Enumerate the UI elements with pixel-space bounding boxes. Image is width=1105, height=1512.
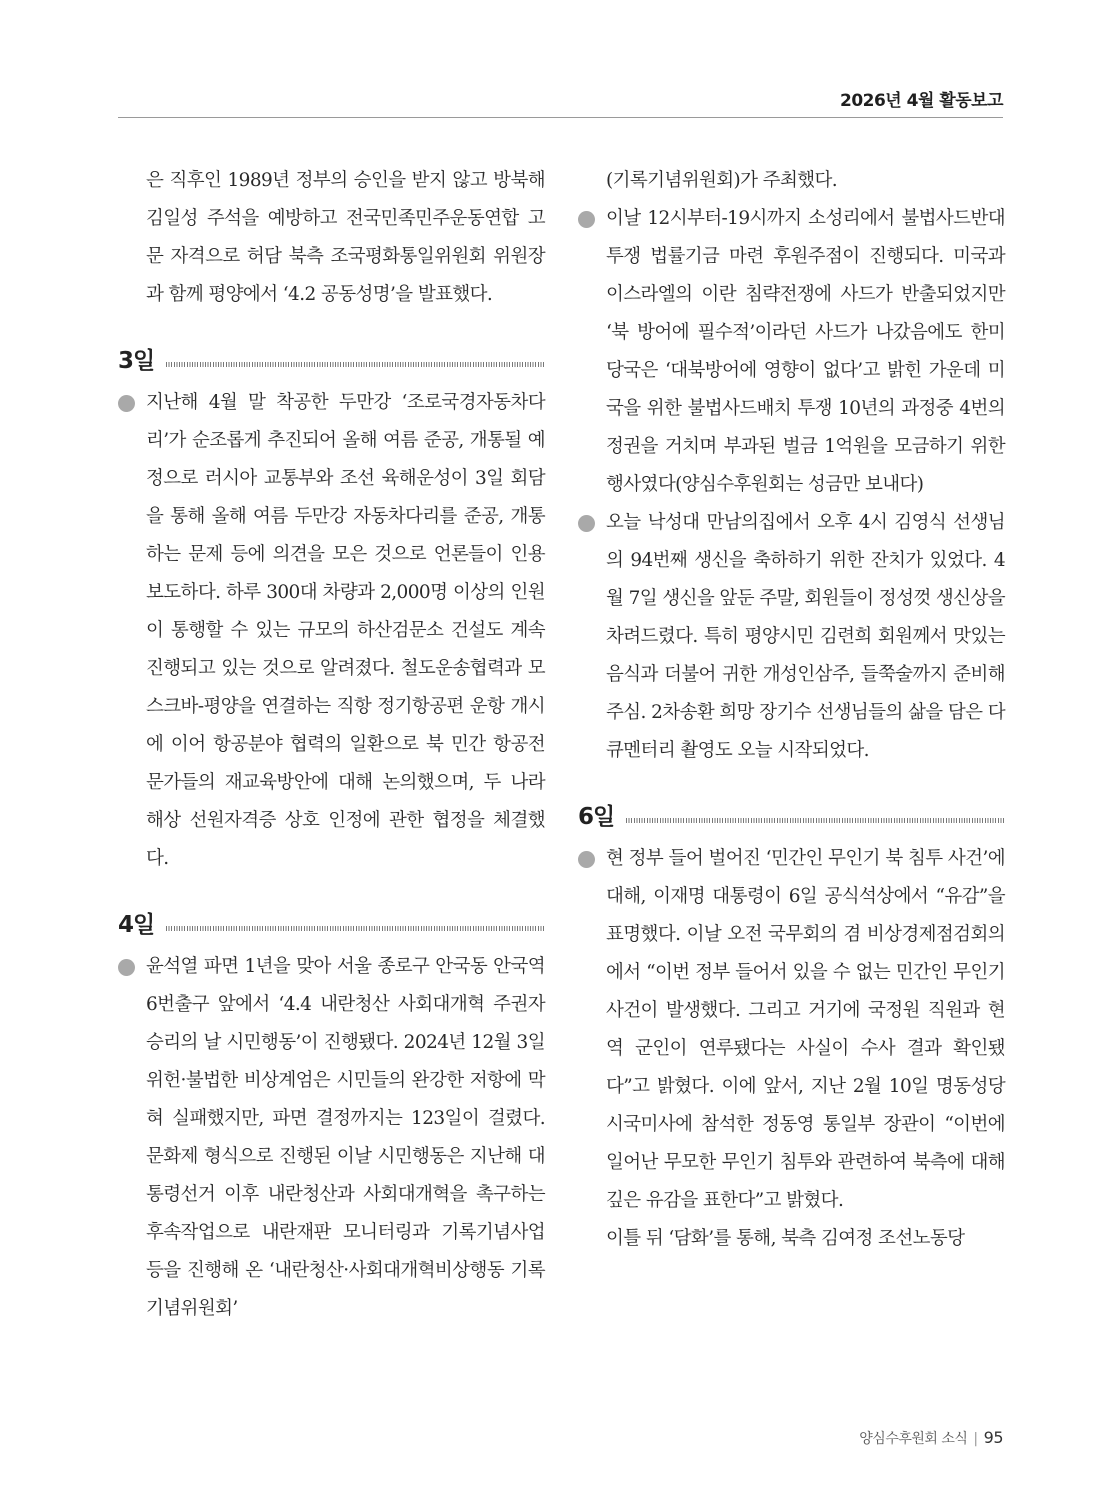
dotted-rule — [166, 362, 545, 367]
bullet-text: 현 정부 들어 벌어진 ‘민간인 무인기 북 침투 사건’에 대해, 이재명 대통령이 6일 공식석상에서 “유감”을 표명했다. 이날 오전 국무회의 겸 비상경제점검회의에서 “이번 정부 들어서 있을 수 없는 민간인 무인기 사건이 발생했다. 그리고 거기에 국정원 직원과 현역 군인이 연루됐다는 사실이 수사 결과 확인됐다”고 밝혔다. 이에 앞서, 지난 2월 10일 명동성당 시국미사에 참석한 정동영 통일부 장관이 “이번에 일어난 무모한 무인기 침투와 관련하여 북측에 대해 깊은 유감을 표한다”고 밝혔다. — [606, 848, 1005, 1211]
page-number: 95 — [983, 1428, 1003, 1447]
day-label: 4일 — [118, 912, 155, 938]
day-label: 3일 — [118, 348, 155, 374]
dotted-rule — [626, 818, 1005, 823]
section-heading-day4 — [118, 906, 545, 944]
right-column — [578, 162, 1005, 1258]
day-label: 6일 — [578, 804, 615, 830]
section-heading-day3 — [118, 342, 545, 380]
bullet-text: 윤석열 파면 1년을 맞아 서울 종로구 안국동 안국역 6번출구 앞에서 ‘4.4 내란청산 사회대개혁 주권자 승리의 날 시민행동’이 진행됐다. 2024년 12월 3일 위헌·불법한 비상계엄은 시민들의 완강한 저항에 막혀 실패했지만, 파면 결정까지는 123일이 걸렸다. 문화제 형식으로 진행된 이날 시민행동은 지난해 대통령선거 이후 내란청산과 사회대개혁을 촉구하는 후속작업으로 내란재판 모니터링과 기록기념사업 등을 진행해 온 ‘내란청산·사회대개혁비상행동 기록기념위원회’ — [146, 956, 545, 1319]
bullet-text: 이날 12시부터-19시까지 소성리에서 불법사드반대투쟁 법률기금 마련 후원주점이 진행되다. 미국과 이스라엘의 이란 침략전쟁에 사드가 반출되었지만 ‘북 방어에 필수적’이라던 사드가 나갔음에도 한미 당국은 ‘대북방어에 영향이 없다’고 밝힌 가운데 미국을 위한 불법사드배치 투쟁 10년의 과정중 4번의 정권을 거치며 부과된 벌금 1억원을 모금하기 위한 행사였다(양심수후원회는 성금만 보내다) — [606, 208, 1005, 495]
footer-separator: | — [973, 1431, 978, 1447]
bullet-icon — [118, 395, 135, 412]
continued-paragraph: 은 직후인 1989년 정부의 승인을 받지 않고 방북해 김일성 주석을 예방하고 전국민족민주운동연합 고문 자격으로 허담 북측 조국평화통일위원회 위원장과 함께 평양에서 ‘4.2 공동성명’을 발표했다. — [146, 170, 545, 305]
running-header: 2026년 4월 활동보고 — [839, 91, 1003, 111]
bullet-text: 지난해 4월 말 착공한 두만강 ‘조로국경자동차다리’가 순조롭게 추진되어 올해 여름 준공, 개통될 예정으로 러시아 교통부와 조선 육해운성이 3일 회담을 통해 올해 여름 두만강 자동차다리를 준공, 개통하는 문제 등에 의견을 모은 것으로 언론들이 인용 보도하다. 하루 300대 차량과 2,000명 이상의 인원이 통행할 수 있는 규모의 하산검문소 건설도 계속 진행되고 있는 것으로 알려졌다. 철도운송협력과 모스크바-평양을 연결하는 직항 정기항공편 운항 개시에 이어 항공분야 협력의 일환으로 북 민간 항공전문가들의 재교육방안에 대해 논의했으며, 두 나라 해상 선원자격증 상호 인정에 관한 협정을 체결했다. — [146, 392, 545, 869]
paragraph: 이틀 뒤 ‘담화’를 통해, 북측 김여정 조선노동당 — [606, 1228, 965, 1249]
bullet-item — [118, 384, 545, 878]
header-divider — [118, 117, 1003, 118]
bullet-icon — [578, 515, 595, 532]
section-heading-day6 — [578, 798, 1005, 836]
bullet-item — [578, 840, 1005, 1220]
bullet-item — [578, 200, 1005, 504]
dotted-rule — [166, 926, 545, 931]
bullet-icon — [578, 851, 595, 868]
bullet-text: 오늘 낙성대 만남의집에서 오후 4시 김영식 선생님의 94번째 생신을 축하하기 위한 잔치가 있었다. 4월 7일 생신을 앞둔 주말, 회원들이 정성껏 생신상을 차려드렸다. 특히 평양시민 김련희 회원께서 맛있는 음식과 더불어 귀한 개성인삼주, 들쭉술까지 준비해주심. 2차송환 희망 장기수 선생님들의 삶을 담은 다큐멘터리 촬영도 오늘 시작되었다. — [606, 512, 1005, 761]
bullet-item — [578, 504, 1005, 770]
bullet-icon — [118, 959, 135, 976]
continued-paragraph: (기록기념위원회)가 주최했다. — [606, 170, 838, 191]
bullet-icon — [578, 211, 595, 228]
left-column — [118, 162, 545, 1328]
bullet-item — [118, 948, 545, 1328]
page-footer — [859, 1428, 1003, 1448]
publication-name: 양심수후원회 소식 — [859, 1431, 968, 1447]
